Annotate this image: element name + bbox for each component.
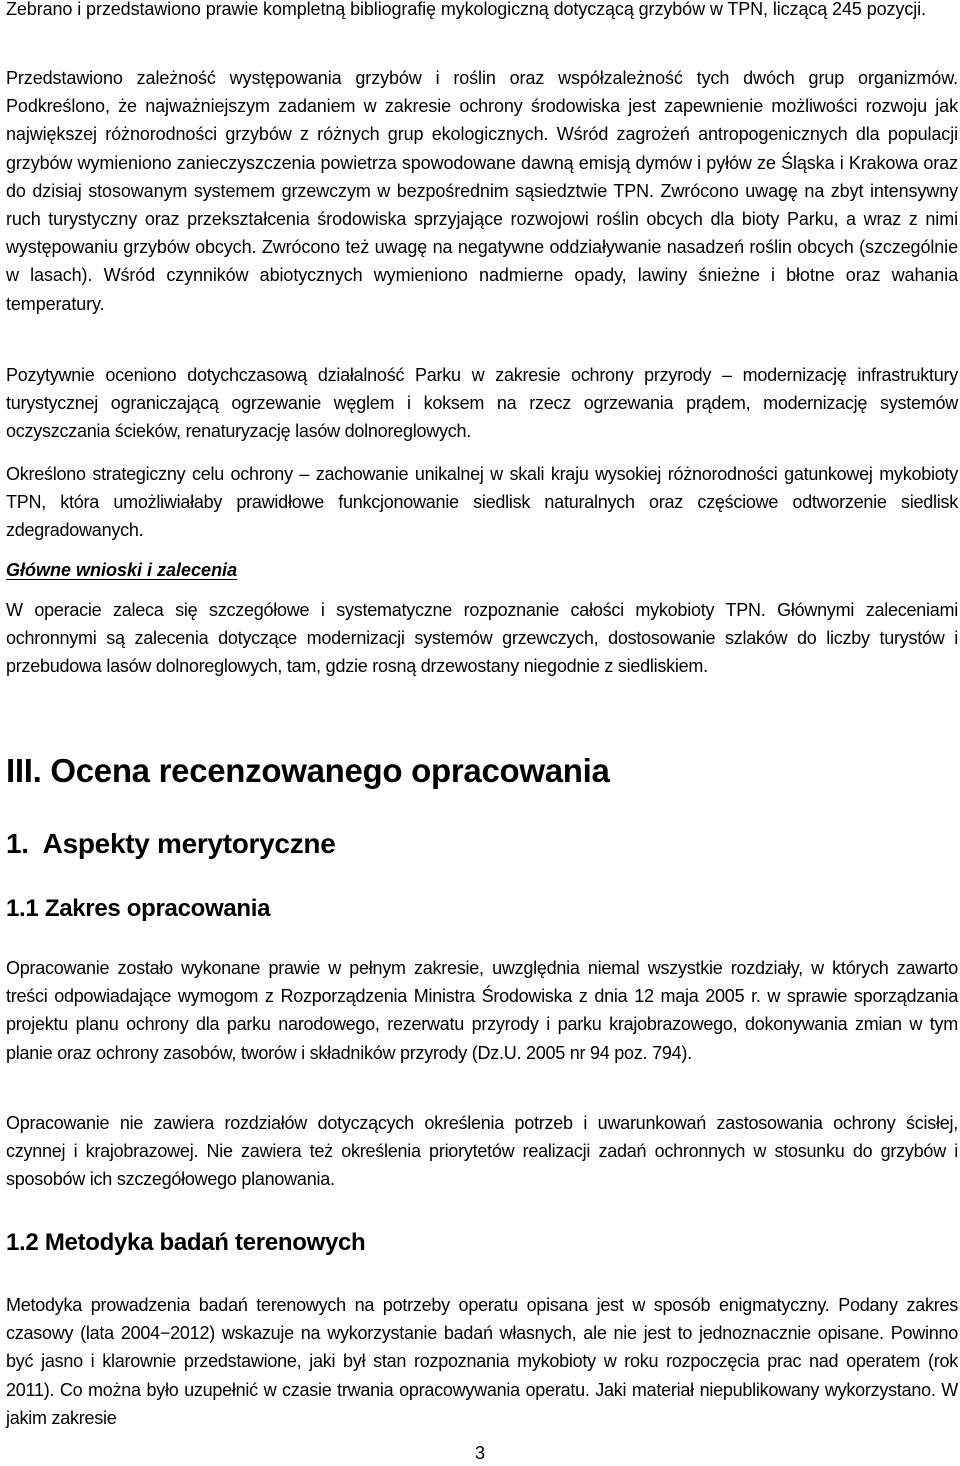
paragraph-scope-2: Opracowanie nie zawiera rozdziałów dotyczących określenia potrzeb i uwarunkowań zastosowania ochrony ścisłej, czynnej i krajobrazowej. Nie zawiera też określenia priorytetów realizacji zadań ochronnych w stosunku do grzybów i sposobów ich szczegółowego planowania. — [6, 1113, 958, 1190]
paragraph-bibliography: Zebrano i przedstawiono prawie kompletną bibliografię mykologiczną dotyczącą grzybów w TPN, liczącą 245 pozycji. — [6, 0, 926, 19]
paragraph-scope-1: Opracowanie zostało wykonane prawie w pełnym zakresie, uwzględnia niemal wszystkie rozdziały, w których zawarto treści odpowiadające wymogom z Rozporządzenia Ministra Środowiska z dnia 12 maja 2005 r. w sprawie sporządzania projektu planu ochrony dla parku narodowego, rezerwatu przyrody i parku krajobrazowego, dokonywania zmian w tym planie oraz ochrony zasobów, tworów i składników przyrody (Dz.U. 2005 nr 94 poz. 794). — [6, 958, 958, 1063]
paragraph-strategic-goal: Określono strategiczny celu ochrony – zachowanie unikalnej w skali kraju wysokiej różnorodności gatunkowej mykobioty TPN, która umożliwiałaby prawidłowe funkcjonowanie siedlisk naturalnych oraz częściowe odtworzenie siedlisk zdegradowanych. — [6, 464, 958, 541]
subsection-title-methodology: 1.2 Metodyka badań terenowych — [6, 1229, 366, 1256]
section-title: III. Ocena recenzowanego opracowania — [6, 752, 610, 789]
page-number: 3 — [474, 1443, 485, 1463]
subheading-conclusions: Główne wnioski i zalecenia — [6, 560, 238, 580]
paragraph-positive-assessment: Pozytywnie oceniono dotychczasową działalność Parku w zakresie ochrony przyrody – modernizację infrastruktury turystycznej ograniczającą ogrzewanie węglem i koksem na rzecz ogrzewania prądem, modernizację systemów oczyszczania ścieków, renaturyzację lasów dolnoreglowych. — [6, 365, 958, 442]
paragraph-methodology: Metodyka prowadzenia badań terenowych na potrzeby operatu opisana jest w sposób enigmatyczny. Podany zakres czasowy (lata 2004−2012) wskazuje na wykorzystanie badań własnych, ale nie jest to jednoznacznie opisane. Powinno być jasno i klarownie przedstawione, jaki był stan rozpoznania mykobioty w roku rozpoczęcia prac nad operatem (rok 2011). Co można było uzupełnić w czasie trwania opracowywania operatu. Jaki materiał niepublikowany wykorzystano. W jakim zakresie — [6, 1295, 958, 1428]
paragraph-recommendations: W operacie zaleca się szczegółowe i systematyczne rozpoznanie całości mykobioty TPN. Głównymi zaleceniami ochronnymi są zalecenia dotyczące modernizacji systemów grzewczych, dostosowanie szlaków do liczby turystów i przebudowa lasów dolnoreglowych, tam, gdzie rosną drzewostany niegodnie z siedliskiem. — [6, 600, 958, 677]
subsection-title-scope: 1.1 Zakres opracowania — [6, 895, 271, 922]
paragraph-dependencies: Przedstawiono zależność występowania grzybów i roślin oraz współzależność tych dwóch grup organizmów. Podkreślono, że najważniejszym zadaniem w zakresie ochrony środowiska jest zapewnienie możliwości rozwoju jak największej różnorodności grzybów z różnych grup ekologicznych. Wśród zagrożeń antropogenicznych dla populacji grzybów wymieniono zanieczyszczenia powietrza spowodowane dawną emisją dymów i pyłów ze Śląska i Krakowa oraz do dzisiaj stosowanym systemem grzewczym w bezpośrednim sąsiedztwie TPN. Zwrócono uwagę na zbyt intensywny ruch turystyczny oraz przekształcenia środowiska sprzyjające rozwojowi roślin obcych dla bioty Parku, a wraz z nimi występowaniu grzybów obcych. Zwrócono też uwagę na negatywne oddziaływanie nasadzeń roślin obcych (szczególnie w lasach). Wśród czynników abiotycznych wymieniono nadmierne opady, lawiny śnieżne i błotne oraz wahania temperatury. — [6, 68, 958, 314]
aspect-title: 1. Aspekty merytoryczne — [6, 828, 336, 859]
